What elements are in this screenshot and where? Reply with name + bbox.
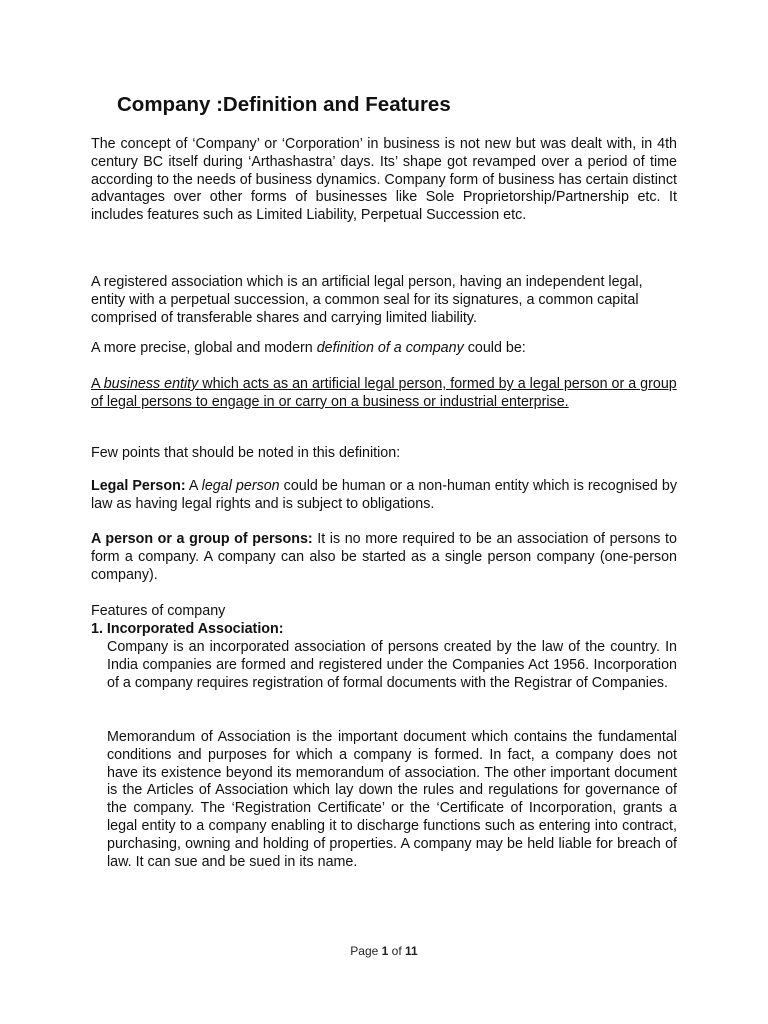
- feature-1-paragraph-2: Memorandum of Association is the important document which contains the fundamental conditions and purposes for which a company is formed. In fact, a company does not have its existence beyond its memorandum of association. The other important document is the Articles of Association which lay down the rules and regulations for governance of the company. The ‘Registration Certificate’ or the ‘Certificate of Incorporation, grants a legal entity to a company enabling it to discharge functions such as entering into contract, purchasing, owning and holding of properties. A company may be held liable for breach of law. It can sue and be sued in its name.: [107, 729, 677, 870]
- current-page-number: 1: [381, 944, 389, 958]
- company-definition: [91, 376, 677, 412]
- group-of-persons-label: A person or a group of persons:: [91, 531, 313, 547]
- definition-emphasis: business entity: [103, 376, 199, 392]
- page-label: Page: [350, 944, 382, 958]
- precise-definition-intro: [91, 340, 677, 358]
- of-label: of: [388, 944, 406, 958]
- legal-person-emphasis: legal person: [201, 478, 280, 494]
- registered-association-paragraph: A registered association which is an artificial legal person, having an independent legal, entity with a perpetual succession, a common seal for its signatures, a common capital comprised of transferable shares and carrying limited liability.: [91, 274, 643, 326]
- feature-1-paragraph-1: Company is an incorporated association of persons created by the law of the country. In India companies are formed and registered under the Companies Act 1956. Incorporation of a company requires registration of formal documents with the Registrar of Companies.: [107, 639, 677, 691]
- precise-definition-text: A more precise, global and modern: [91, 340, 317, 356]
- group-of-persons-paragraph: [91, 531, 677, 584]
- intro-paragraph: The concept of ‘Company’ or ‘Corporation’ in business is not new but was dealt with, in 4th century BC itself during ‘Arthashastra’ days. Its’ shape got revamped over a period of time according to the needs of business dynamics. Company form of business has certain distinct advantages over other forms of businesses like Sole Proprietorship/Partnership etc. It includes features such as Limited Liability, Perpetual Succession etc.: [91, 136, 677, 224]
- feature-1-heading: 1. Incorporated Association:: [91, 621, 284, 637]
- page-title: Company :Definition and Features: [117, 93, 451, 116]
- legal-person-label: Legal Person:: [91, 478, 186, 494]
- few-points-line: Few points that should be noted in this definition:: [91, 445, 401, 461]
- precise-definition-text-end: could be:: [463, 340, 526, 356]
- legal-person-text: A: [185, 478, 202, 494]
- features-heading: Features of company: [91, 603, 226, 619]
- total-pages-number: 11: [405, 944, 418, 958]
- legal-person-paragraph: [91, 478, 677, 514]
- precise-definition-emphasis: definition of a company: [316, 340, 464, 356]
- definition-text: A: [91, 376, 104, 392]
- definition-text-end: which acts as an artificial legal person, formed by a legal person or a group of legal persons to engage in or carry on a business or industrial enterprise.: [91, 376, 677, 410]
- legal-person-text-end: could be human or a non-human entity which is recognised by law as having legal rights and is subject to obligations.: [91, 478, 677, 512]
- group-of-persons-text: It is no more required to be an association of persons to form a company. A company can also be started as a single person company (one-person company).: [91, 531, 677, 583]
- page-footer: [0, 944, 768, 958]
